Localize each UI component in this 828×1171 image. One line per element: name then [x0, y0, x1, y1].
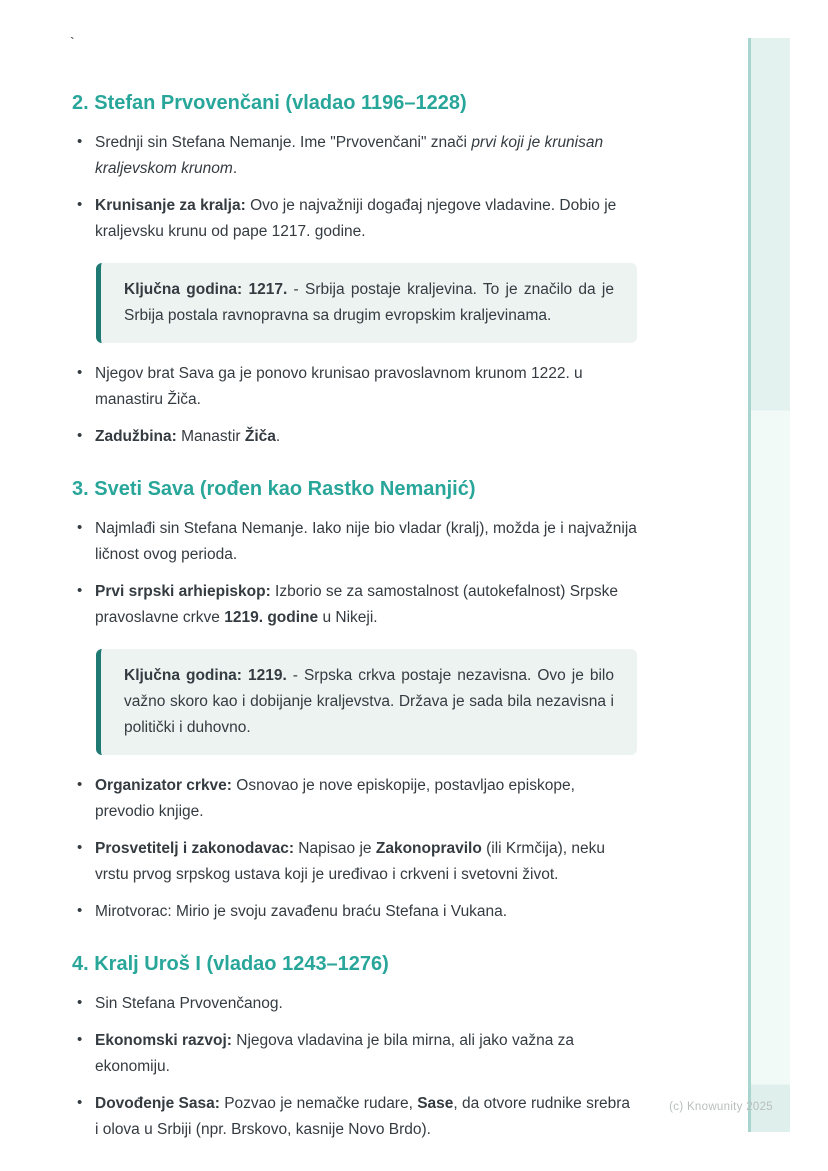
bullet-item: [72, 361, 637, 413]
section-heading: 2. Stefan Prvovenčani (vladao 1196–1228): [72, 92, 467, 114]
bullet-item: [72, 899, 637, 925]
bullet-dot-icon: •: [77, 1031, 83, 1048]
bullet-text: Njegov brat Sava ga je ponovo krunisao pravoslavnom krunom 1222. u manastiru Žiča.: [95, 365, 583, 408]
bullet-dot-icon: •: [77, 839, 83, 856]
bullet-dot-icon: •: [77, 776, 83, 793]
bullet-dot-icon: •: [77, 196, 83, 213]
document-section: [72, 476, 637, 925]
bullet-text: Zadužbina: Manastir Žiča.: [95, 428, 281, 445]
bullet-item: [72, 130, 637, 182]
stray-backtick-mark: `: [70, 34, 75, 50]
bullet-item: [72, 836, 637, 888]
bullet-text: Krunisanje za kralja: Ovo je najvažniji događaj njegove vladavine. Dobio je kraljevsku krunu od pape 1217. godine.: [95, 197, 617, 240]
bullet-dot-icon: •: [77, 133, 83, 150]
section-heading: 4. Kralj Uroš I (vladao 1243–1276): [72, 953, 389, 975]
bullet-dot-icon: •: [77, 994, 83, 1011]
document-section: [72, 90, 637, 450]
bullet-text: Mirotvorac: Mirio je svoju zavađenu braću Stefana i Vukana.: [95, 903, 508, 920]
bullet-item: [72, 1028, 637, 1080]
bullet-item: [72, 773, 637, 825]
callout-box: [96, 649, 637, 755]
bullet-text: Prosvetitelj i zakonodavac: Napisao je Zakonopravilo (ili Krmčija), neku vrstu prvog srpskog ustava koji je uređivao i crkveni i svetovni život.: [95, 840, 605, 883]
page-edge-band: [748, 38, 790, 1132]
document-content: [72, 90, 637, 1154]
bullet-dot-icon: •: [77, 582, 83, 599]
bullet-text: Srednji sin Stefana Nemanje. Ime "Prvovenčani" znači prvi koji je krunisan kraljevskom krunom.: [95, 134, 604, 177]
document-section: [72, 951, 637, 1143]
bullet-dot-icon: •: [77, 1094, 83, 1111]
watermark: (c) Knowunity 2025: [669, 1101, 773, 1113]
bullet-item: [72, 516, 637, 568]
bullet-text: Sin Stefana Prvovenčanog.: [95, 995, 283, 1012]
callout-text: Ključna godina: 1217. - Srbija postaje kraljevina. To je značilo da je Srbija postala ravnopravna sa drugim evropskim kraljevinama.: [124, 281, 614, 324]
bullet-text: Organizator crkve: Osnovao je nove episkopije, postavljao episkope, prevodio knjige.: [95, 777, 575, 820]
bullet-dot-icon: •: [77, 519, 83, 536]
bullet-text: Prvi srpski arhiepiskop: Izborio se za samostalnost (autokefalnost) Srpske pravoslavne crkve 1219. godine u Nikeji.: [95, 583, 618, 626]
bullet-text: Najmlađi sin Stefana Nemanje. Iako nije bio vladar (kralj), možda je i najvažnija ličnost ovog perioda.: [95, 520, 637, 563]
bullet-item: [72, 193, 637, 245]
callout-box: [96, 263, 637, 343]
bullet-item: [72, 579, 637, 631]
bullet-dot-icon: •: [77, 364, 83, 381]
bullet-text: Ekonomski razvoj: Njegova vladavina je bila mirna, ali jako važna za ekonomiju.: [95, 1032, 575, 1075]
bullet-text: Dovođenje Sasa: Pozvao je nemačke rudare, Sase, da otvore rudnike srebra i olova u Srbiji (npr. Brskovo, kasnije Novo Brdo).: [95, 1095, 631, 1138]
bullet-dot-icon: •: [77, 427, 83, 444]
bullet-item: [72, 424, 637, 450]
bullet-dot-icon: •: [77, 902, 83, 919]
bullet-item: [72, 1091, 637, 1143]
callout-text: Ključna godina: 1219. - Srpska crkva postaje nezavisna. Ovo je bilo važno skoro kao i dobijanje kraljevstva. Država je sada bila nezavisna i politički i duhovno.: [124, 667, 614, 736]
section-heading: 3. Sveti Sava (rođen kao Rastko Nemanjić): [72, 478, 476, 500]
bullet-item: [72, 991, 637, 1017]
